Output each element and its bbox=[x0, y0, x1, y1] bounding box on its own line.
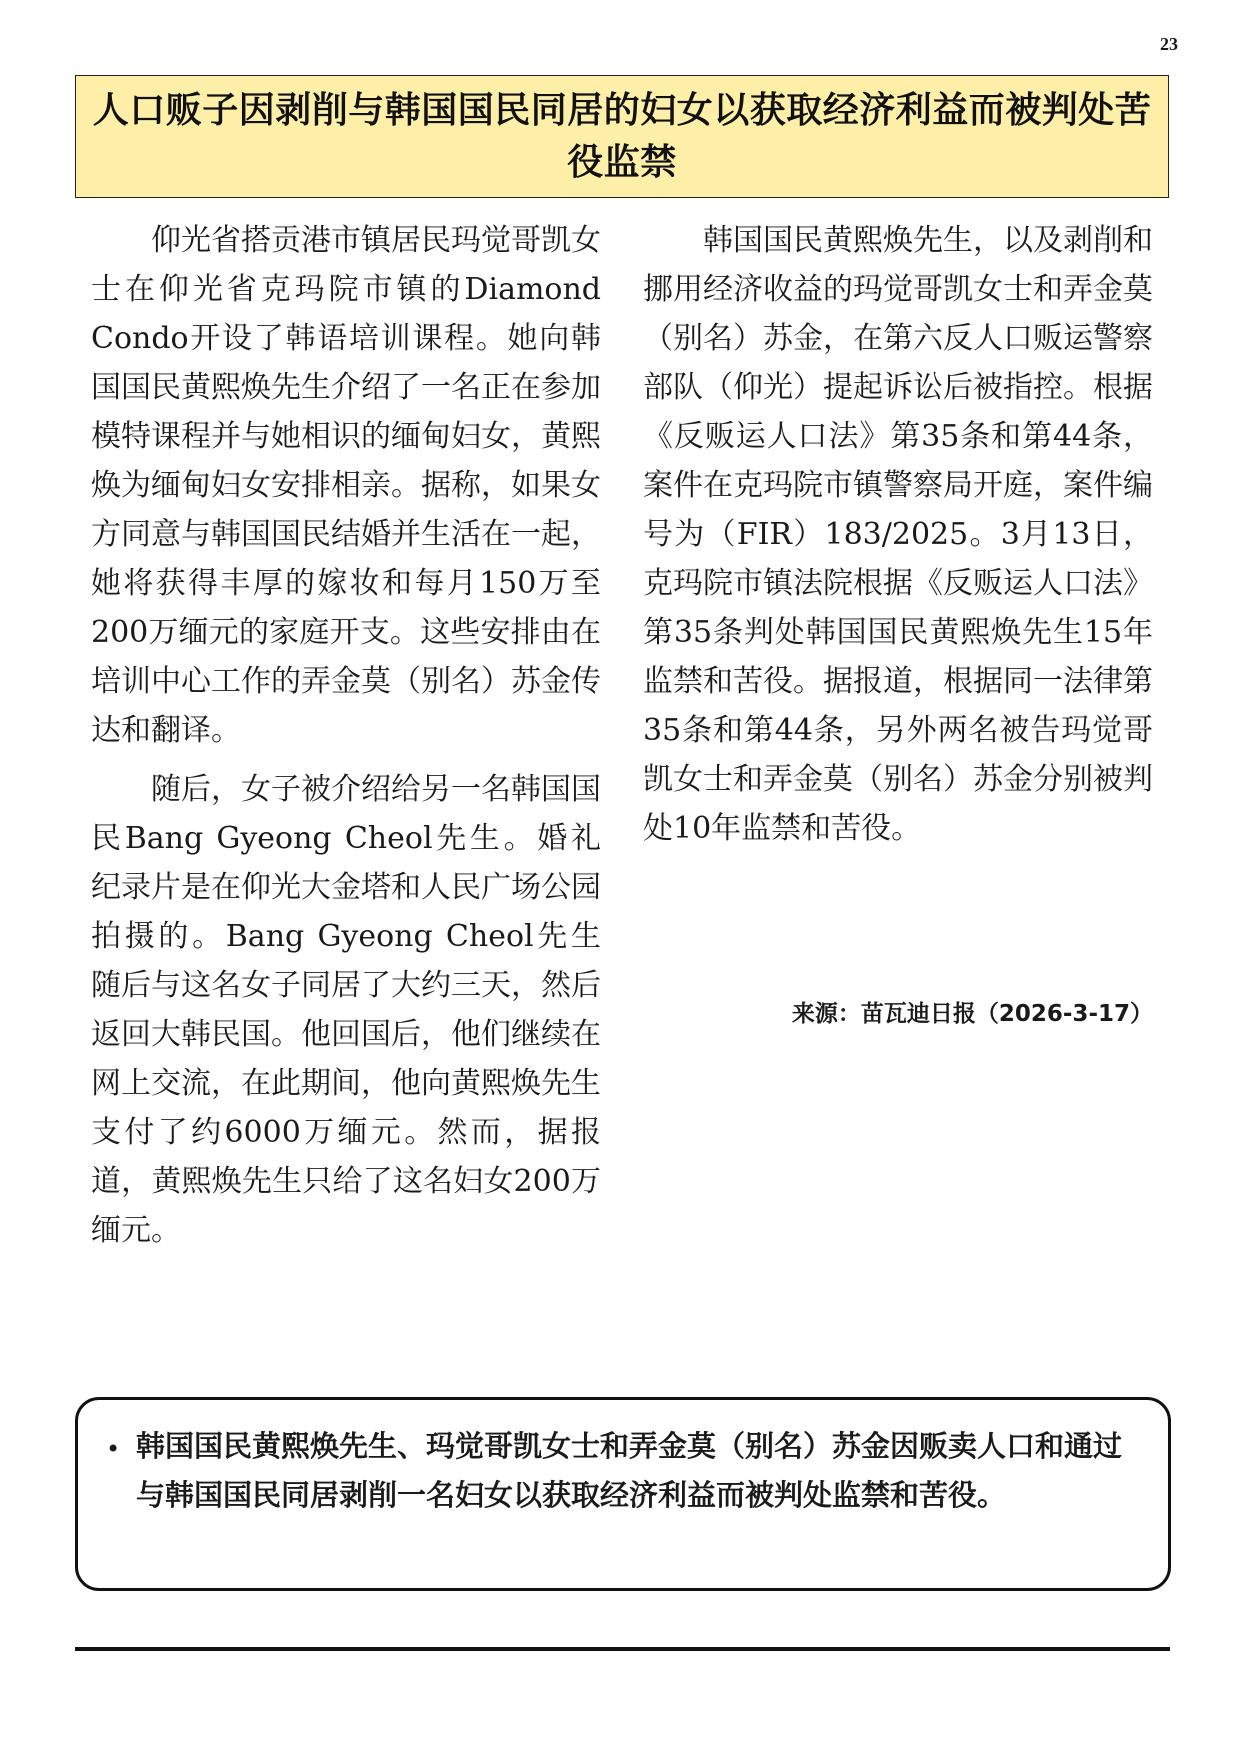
title-banner bbox=[75, 75, 1169, 198]
footer-divider bbox=[75, 1647, 1170, 1651]
right-paragraph-1: 韩国国民黄熙焕先生，以及剥削和挪用经济收益的玛觉哥凯女士和弄金莫（别名）苏金，在第六反人口贩运警察部队（仰光）提起诉讼后被指控。根据《反贩运人口法》第35条和第44条，案件在克玛院市镇警察局开庭，案件编号为（FIR）183/2025。3月13日，克玛院市镇法院根据《反贩运人口法》第35条判处韩国国民黄熙焕先生15年监禁和苦役。据报道，根据同一法律第35条和第44条，另外两名被告玛觉哥凯女士和弄金莫（别名）苏金分别被判处10年监禁和苦役。 bbox=[643, 223, 1153, 846]
bullet-icon: • bbox=[106, 1435, 121, 1463]
summary-box bbox=[75, 1397, 1171, 1591]
summary-text: 韩国国民黄熙焕先生、玛觉哥凯女士和弄金莫（别名）苏金因贩卖人口和通过与韩国国民同居剥削一名妇女以获取经济利益而被判处监禁和苦役。 bbox=[136, 1429, 1123, 1512]
left-column bbox=[91, 216, 601, 1265]
page-number: 23 bbox=[1160, 34, 1178, 54]
left-paragraph-1: 仰光省搭贡港市镇居民玛觉哥凯女士在仰光省克玛院市镇的Diamond Condo开设了韩语培训课程。她向韩国国民黄熙焕先生介绍了一名正在参加模特课程并与她相识的缅甸妇女，黄熙焕为缅甸妇女安排相亲。据称，如果女方同意与韩国国民结婚并生活在一起，她将获得丰厚的嫁妆和每月150万至200万缅元的家庭开支。这些安排由在培训中心工作的弄金莫（别名）苏金传达和翻译。 bbox=[91, 223, 601, 748]
article-title: 人口贩子因剥削与韩国国民同居的妇女以获取经济利益而被判处苦役监禁 bbox=[92, 89, 1152, 183]
right-column bbox=[643, 216, 1153, 863]
source-credit: 来源：苗瓦迪日报（2026-3-17） bbox=[791, 1001, 1153, 1027]
left-paragraph-2: 随后，女子被介绍给另一名韩国国民Bang Gyeong Cheol先生。婚礼纪录片是在仰光大金塔和人民广场公园拍摄的。Bang Gyeong Cheol先生随后与这名女子同居了大约三天，然后返回大韩民国。他回国后，他们继续在网上交流，在此期间，他向黄熙焕先生支付了约6000万缅元。然而，据报道，黄熙焕先生只给了这名妇女200万缅元。 bbox=[91, 772, 601, 1248]
